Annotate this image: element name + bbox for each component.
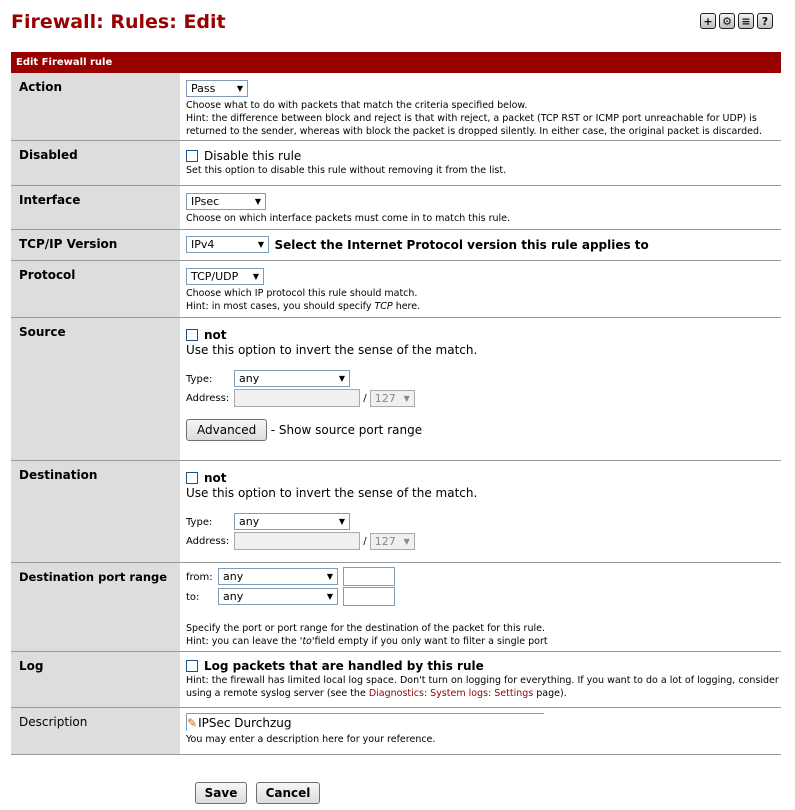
destination-row [11, 461, 781, 563]
chevron-down-icon: ▼ [254, 197, 261, 206]
help-icon[interactable]: ? [757, 13, 773, 29]
port-from-value: any [223, 570, 244, 583]
port-from-select[interactable] [218, 568, 338, 585]
protocol-hint-2: Hint: in most cases, you should specify TCP here. [186, 301, 421, 312]
disabled-row [11, 141, 781, 186]
interface-select[interactable] [186, 193, 266, 210]
save-button[interactable]: Save [195, 782, 247, 804]
source-slash: / [363, 393, 367, 404]
source-mask-select[interactable] [370, 390, 415, 407]
pencil-icon: ✎ [187, 715, 198, 730]
advanced-source-text: - Show source port range [270, 423, 423, 437]
description-input[interactable] [186, 713, 544, 731]
destination-hint: Use this option to invert the sense of the match. [186, 486, 478, 500]
interface-row [11, 186, 781, 230]
source-address-label: Address: [186, 393, 230, 404]
interface-select-value: IPsec [191, 195, 220, 208]
chevron-down-icon: ▼ [252, 272, 259, 281]
chevron-down-icon: ▼ [338, 374, 345, 383]
log-checkbox-label: Log packets that are handled by this rule [204, 659, 484, 673]
source-type-label: Type: [186, 373, 213, 385]
description-label: Description [11, 708, 180, 754]
port-to-label: to: [186, 591, 200, 603]
destination-type-label: Type: [186, 516, 213, 528]
description-hint: You may enter a description here for your reference. [186, 734, 436, 745]
ipversion-label: TCP/IP Version [11, 230, 180, 260]
action-select-value: Pass [191, 82, 216, 95]
ipversion-select-value: IPv4 [191, 238, 215, 251]
panel-header: Edit Firewall rule [11, 52, 781, 73]
destination-label: Destination [11, 461, 180, 562]
protocol-row [11, 261, 781, 318]
add-to-shortcuts-icon[interactable]: + [700, 13, 716, 29]
source-hint: Use this option to invert the sense of the match. [186, 343, 478, 357]
chevron-down-icon: ▼ [326, 572, 333, 581]
source-not-checkbox[interactable] [186, 329, 198, 341]
interface-hint: Choose on which interface packets must come in to match this rule. [186, 213, 511, 224]
port-to-select[interactable] [218, 588, 338, 605]
destination-not-label: not [204, 471, 227, 485]
protocol-label: Protocol [11, 261, 180, 317]
advanced-source-button[interactable]: Advanced [186, 419, 267, 441]
action-hint-2: Hint: the difference between block and reject is that with reject, a packet (TCP RST or ICMP port unreachable for UDP) is returned to the sender, whereas with block the packet is dropped silently. In either case, the original packet is discarded. [186, 113, 763, 137]
chevron-down-icon: ▼ [338, 517, 345, 526]
log-checkbox[interactable] [186, 660, 198, 672]
destination-mask-select[interactable] [370, 533, 415, 550]
port-from-input[interactable] [343, 567, 395, 586]
action-hint: Choose what to do with packets that match the criteria specified below. [186, 100, 528, 111]
chevron-down-icon: ▼ [236, 84, 243, 93]
ipversion-select[interactable] [186, 236, 269, 253]
destination-type-select[interactable] [234, 513, 350, 530]
dest-port-label: Destination port range [11, 563, 180, 651]
source-not-label: not [204, 328, 227, 342]
edit-rule-panel [11, 52, 781, 755]
port-from-label: from: [186, 571, 213, 583]
action-row [11, 73, 781, 141]
ipversion-text: Select the Internet Protocol version this rule applies to [274, 237, 649, 252]
dest-port-hint-2: Hint: you can leave the 'to'field empty if you only want to filter a single port [186, 636, 548, 647]
source-label: Source [11, 318, 180, 460]
chevron-down-icon: ▼ [403, 536, 410, 546]
source-row [11, 318, 781, 461]
source-address-input[interactable] [234, 389, 360, 407]
log-hint: Hint: the firewall has limited local log space. Don't turn on logging for everything. If you want to do a lot of logging, consider using a remote syslog server (see the Diagnostics: System logs: Settings page). [186, 675, 779, 699]
action-label: Action [11, 73, 180, 140]
dest-port-hint: Specify the port or port range for the destination of the packet for this rule. [186, 623, 545, 634]
protocol-select-value: TCP/UDP [191, 270, 239, 283]
disabled-label: Disabled [11, 141, 180, 185]
cancel-button[interactable]: Cancel [256, 782, 320, 804]
source-mask-value: 127 [374, 391, 396, 405]
log-icon[interactable]: ≡ [738, 13, 754, 29]
interface-label: Interface [11, 186, 180, 229]
disable-rule-label: Disable this rule [204, 149, 302, 163]
description-row [11, 708, 781, 755]
chevron-down-icon: ▼ [403, 393, 410, 403]
port-to-value: any [223, 590, 244, 603]
destination-slash: / [363, 536, 367, 547]
dest-port-row [11, 563, 781, 652]
disabled-hint: Set this option to disable this rule without removing it from the list. [186, 165, 507, 176]
destination-address-label: Address: [186, 536, 230, 547]
action-select[interactable] [186, 80, 248, 97]
destination-mask-value: 127 [374, 534, 396, 548]
source-type-select[interactable] [234, 370, 350, 387]
top-icon-bar [700, 13, 773, 29]
page-title: Firewall: Rules: Edit [11, 11, 226, 33]
syslog-settings-link[interactable]: Diagnostics: System logs: Settings [368, 688, 534, 699]
form-buttons [195, 782, 320, 804]
log-label: Log [11, 652, 180, 707]
source-type-value: any [239, 372, 260, 385]
chevron-down-icon: ▼ [257, 240, 264, 249]
chevron-down-icon: ▼ [326, 592, 333, 601]
description-value: IPSec Durchzug [198, 715, 292, 730]
protocol-select[interactable] [186, 268, 264, 285]
port-to-input[interactable] [343, 587, 395, 606]
destination-type-value: any [239, 515, 260, 528]
destination-address-input[interactable] [234, 532, 360, 550]
disable-rule-checkbox[interactable] [186, 150, 198, 162]
destination-not-checkbox[interactable] [186, 472, 198, 484]
ipversion-row [11, 230, 781, 261]
settings-icon[interactable]: ⚙ [719, 13, 735, 29]
log-row [11, 652, 781, 708]
protocol-hint: Choose which IP protocol this rule should match. [186, 288, 418, 299]
